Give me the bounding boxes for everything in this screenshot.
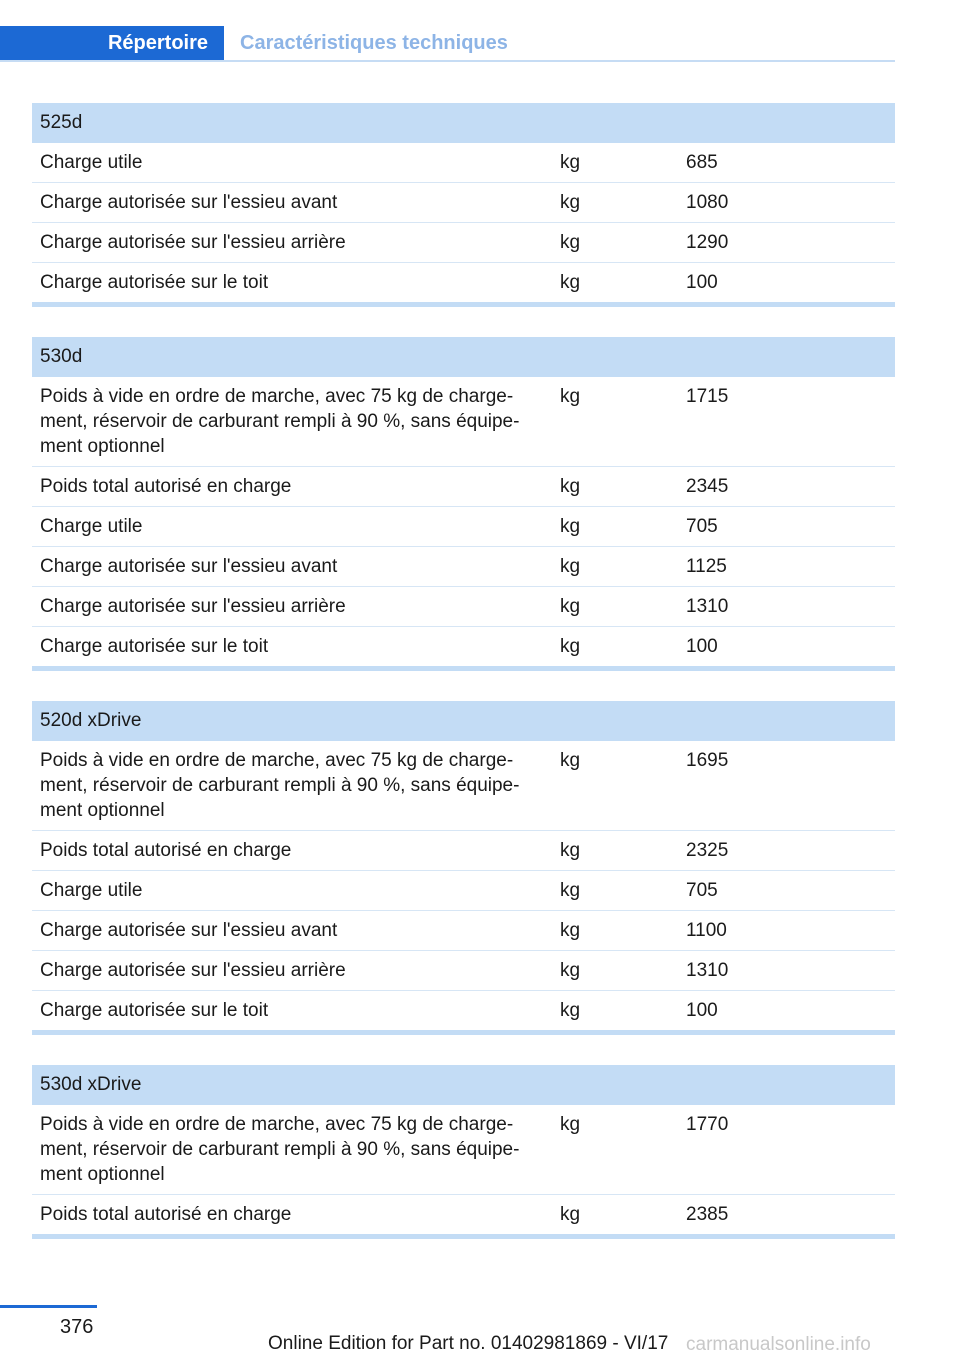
row-unit: kg xyxy=(560,192,581,213)
row-label: Poids total autorisé en charge xyxy=(40,1204,292,1225)
row-unit: kg xyxy=(560,840,581,861)
row-label: Charge utile xyxy=(40,152,143,173)
row-label: Charge utile xyxy=(40,516,143,537)
spec-table-530d-xdrive xyxy=(32,1065,895,1239)
table-row xyxy=(32,507,895,547)
row-label: Poids total autorisé en charge xyxy=(40,476,292,497)
row-unit: kg xyxy=(560,1204,581,1225)
table-row xyxy=(32,831,895,871)
row-unit: kg xyxy=(560,152,581,173)
footer-accent-line xyxy=(0,1305,97,1308)
row-label: Charge autorisée sur l'essieu avant xyxy=(40,920,338,941)
row-label: Charge autorisée sur le toit xyxy=(40,272,269,293)
page-number: 376 xyxy=(60,1316,94,1338)
row-unit: kg xyxy=(560,636,581,657)
table-row xyxy=(32,263,895,302)
table-row xyxy=(32,377,895,467)
row-label: Charge autorisée sur l'essieu avant xyxy=(40,556,338,577)
row-value: 1290 xyxy=(686,232,729,253)
watermark: carmanualsonline.info xyxy=(686,1334,871,1355)
table-row xyxy=(32,991,895,1030)
row-value: 1125 xyxy=(686,556,727,577)
table-title: 520d xDrive xyxy=(32,701,895,741)
table-title: 530d xDrive xyxy=(32,1065,895,1105)
table-row xyxy=(32,547,895,587)
row-label: Poids total autorisé en charge xyxy=(40,840,292,861)
row-value: 685 xyxy=(686,152,718,173)
spec-table-530d xyxy=(32,337,895,671)
row-unit: kg xyxy=(560,476,581,497)
row-value: 100 xyxy=(686,1000,718,1021)
table-row xyxy=(32,1105,895,1195)
row-label: Charge utile xyxy=(40,880,143,901)
header-divider xyxy=(0,60,895,62)
row-unit: kg xyxy=(560,960,581,981)
row-value: 1310 xyxy=(686,960,729,981)
row-unit: kg xyxy=(560,880,581,901)
row-unit: kg xyxy=(560,556,581,577)
row-label: Charge autorisée sur l'essieu arrière xyxy=(40,960,346,981)
row-unit: kg xyxy=(560,596,581,617)
table-row xyxy=(32,143,895,183)
row-value: 1310 xyxy=(686,596,729,617)
row-value: 2325 xyxy=(686,840,729,861)
table-row xyxy=(32,587,895,627)
row-unit: kg xyxy=(560,1114,581,1135)
row-label: Charge autorisée sur l'essieu avant xyxy=(40,192,338,213)
table-row xyxy=(32,467,895,507)
table-title: 525d xyxy=(32,103,895,143)
row-label: Charge autorisée sur le toit xyxy=(40,1000,269,1021)
row-value: 705 xyxy=(686,516,718,537)
spec-table-525d xyxy=(32,103,895,307)
table-row xyxy=(32,951,895,991)
row-label: Poids à vide en ordre de marche, avec 75 kg de charge‐ment, réservoir de carburant rempli à 90 %, sans équipe‐ment optionnel xyxy=(40,750,520,821)
table-row xyxy=(32,627,895,666)
header-tabs xyxy=(0,26,895,62)
row-value: 705 xyxy=(686,880,718,901)
table-end-bar xyxy=(32,1030,895,1035)
row-value: 2385 xyxy=(686,1204,729,1225)
tab-repertoire[interactable]: Répertoire xyxy=(0,26,224,60)
spec-table-520d-xdrive xyxy=(32,701,895,1035)
row-unit: kg xyxy=(560,920,581,941)
row-label: Charge autorisée sur l'essieu arrière xyxy=(40,232,346,253)
row-unit: kg xyxy=(560,272,581,293)
table-row xyxy=(32,223,895,263)
row-label: Poids à vide en ordre de marche, avec 75 kg de charge‐ment, réservoir de carburant rempli à 90 %, sans équipe‐ment optionnel xyxy=(40,386,520,457)
table-row xyxy=(32,1195,895,1234)
row-unit: kg xyxy=(560,1000,581,1021)
table-row xyxy=(32,911,895,951)
row-value: 1080 xyxy=(686,192,729,213)
row-unit: kg xyxy=(560,386,581,407)
row-label: Poids à vide en ordre de marche, avec 75 kg de charge‐ment, réservoir de carburant rempli à 90 %, sans équipe‐ment optionnel xyxy=(40,1114,520,1185)
table-end-bar xyxy=(32,302,895,307)
row-value: 1715 xyxy=(686,386,729,407)
table-end-bar xyxy=(32,1234,895,1239)
table-title: 530d xyxy=(32,337,895,377)
table-row xyxy=(32,183,895,223)
table-end-bar xyxy=(32,666,895,671)
row-label: Charge autorisée sur l'essieu arrière xyxy=(40,596,346,617)
edition-note: Online Edition for Part no. 01402981869 - VI/17 xyxy=(268,1333,669,1354)
row-value: 1695 xyxy=(686,750,729,771)
row-unit: kg xyxy=(560,516,581,537)
row-value: 1770 xyxy=(686,1114,729,1135)
row-value: 2345 xyxy=(686,476,729,497)
table-row xyxy=(32,741,895,831)
row-value: 100 xyxy=(686,272,718,293)
row-value: 1100 xyxy=(686,920,727,941)
row-unit: kg xyxy=(560,232,581,253)
row-label: Charge autorisée sur le toit xyxy=(40,636,269,657)
table-row xyxy=(32,871,895,911)
row-unit: kg xyxy=(560,750,581,771)
tab-caracteristiques-techniques[interactable]: Caractéristiques techniques xyxy=(240,32,508,54)
row-value: 100 xyxy=(686,636,718,657)
